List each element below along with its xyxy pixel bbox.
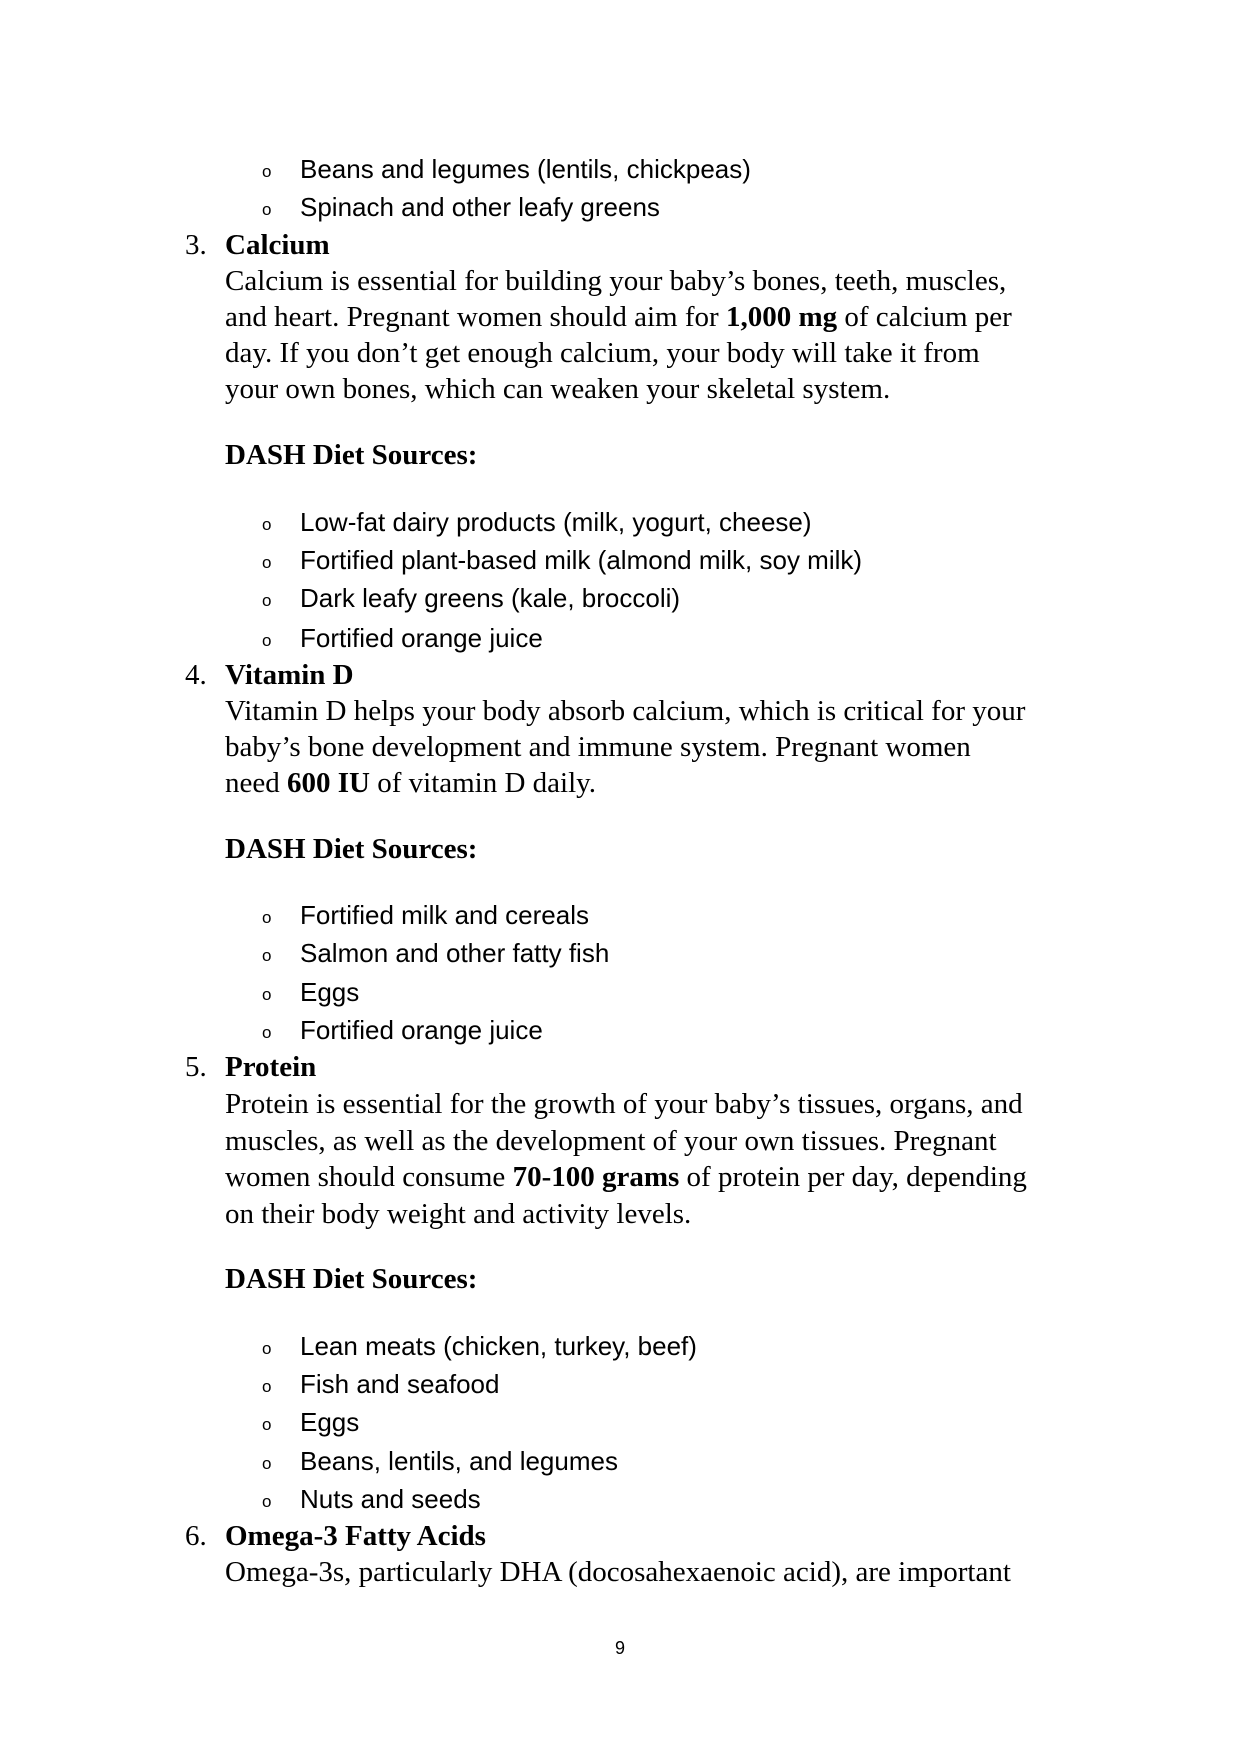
bullet-circle-icon: o: [262, 200, 272, 219]
sources-subheading: DASH Diet Sources:: [225, 1263, 478, 1295]
text-segment: women should consume: [225, 1161, 513, 1193]
bullet-circle-icon: o: [262, 631, 272, 650]
section-number: 4.: [185, 659, 207, 691]
bullet-circle-icon: o: [262, 1339, 272, 1358]
bullet-circle-icon: o: [262, 515, 272, 534]
bullet-circle-icon: o: [262, 1454, 272, 1473]
bullet-circle-icon: o: [262, 162, 272, 181]
emphasized-value: 600 IU: [287, 767, 370, 799]
text-segment: of protein per day, depending: [679, 1161, 1027, 1193]
section-heading: Calcium: [225, 229, 330, 261]
list-item: Dark leafy greens (kale, broccoli): [300, 583, 681, 613]
body-text-line: [225, 1086, 1023, 1122]
text-segment: Protein is essential for the growth of your baby’s tissues, organs, and: [225, 1088, 1023, 1120]
list-item: Beans, lentils, and legumes: [300, 1446, 618, 1476]
list-item: Fortified milk and cereals: [300, 900, 589, 930]
section-number: 3.: [185, 229, 207, 261]
section-heading: Vitamin D: [225, 659, 354, 691]
list-item: Fortified plant-based milk (almond milk, soy milk): [300, 545, 863, 575]
body-text-line: [225, 263, 1006, 299]
text-segment: need: [225, 767, 287, 799]
body-text-line: [225, 371, 890, 407]
list-item: Fortified orange juice: [300, 623, 543, 653]
list-item: Salmon and other fatty fish: [300, 938, 610, 968]
list-item: Fish and seafood: [300, 1369, 500, 1399]
section-number: 5.: [185, 1051, 207, 1083]
text-segment: baby’s bone development and immune system. Pregnant women: [225, 731, 971, 763]
body-text-line: [225, 1196, 691, 1232]
body-text-line: [225, 335, 980, 371]
body-text-line: [225, 1554, 1011, 1590]
text-segment: Calcium is essential for building your baby’s bones, teeth, muscles,: [225, 265, 1007, 297]
bullet-circle-icon: o: [262, 1415, 272, 1434]
bullet-circle-icon: o: [262, 553, 272, 572]
bullet-circle-icon: o: [262, 1023, 272, 1042]
text-segment: of calcium per: [837, 301, 1012, 333]
bullet-circle-icon: o: [262, 1492, 272, 1511]
section-heading: Omega-3 Fatty Acids: [225, 1520, 486, 1552]
bullet-circle-icon: o: [262, 1377, 272, 1396]
body-text-line: [225, 729, 971, 765]
body-text-line: [225, 765, 596, 801]
list-item: Fortified orange juice: [300, 1015, 543, 1045]
text-segment: Vitamin D helps your body absorb calcium, which is critical for your: [225, 695, 1026, 727]
list-item: Eggs: [300, 977, 360, 1007]
list-item: Lean meats (chicken, turkey, beef): [300, 1331, 697, 1361]
body-text-line: [225, 1159, 1027, 1195]
bullet-circle-icon: o: [262, 985, 272, 1004]
section-heading: Protein: [225, 1051, 317, 1083]
text-segment: and heart. Pregnant women should aim for: [225, 301, 726, 333]
sources-subheading: DASH Diet Sources:: [225, 833, 478, 865]
emphasized-value: 70-100 grams: [512, 1161, 680, 1193]
text-segment: your own bones, which can weaken your skeletal system.: [225, 373, 891, 405]
text-segment: on their body weight and activity levels.: [225, 1198, 692, 1230]
body-text-line: [225, 299, 1012, 335]
text-segment: of vitamin D daily.: [369, 767, 597, 799]
text-segment: muscles, as well as the development of your own tissues. Pregnant: [225, 1125, 997, 1157]
section-number: 6.: [185, 1520, 207, 1552]
list-item: Beans and legumes (lentils, chickpeas): [300, 154, 751, 184]
text-segment: day. If you don’t get enough calcium, your body will take it from: [225, 337, 980, 369]
bullet-circle-icon: o: [262, 946, 272, 965]
page-number: 9: [614, 1638, 625, 1658]
body-text-line: [225, 1123, 997, 1159]
emphasized-value: 1,000 mg: [725, 301, 838, 333]
bullet-circle-icon: o: [262, 908, 272, 927]
bullet-circle-icon: o: [262, 591, 272, 610]
list-item: Spinach and other leafy greens: [300, 192, 660, 222]
body-text-line: [225, 693, 1025, 729]
sources-subheading: DASH Diet Sources:: [225, 439, 478, 471]
list-item: Eggs: [300, 1407, 360, 1437]
text-segment: Omega-3s, particularly DHA (docosahexaenoic acid), are important: [225, 1556, 1011, 1588]
list-item: Low-fat dairy products (milk, yogurt, cheese): [300, 507, 812, 537]
list-item: Nuts and seeds: [300, 1484, 481, 1514]
